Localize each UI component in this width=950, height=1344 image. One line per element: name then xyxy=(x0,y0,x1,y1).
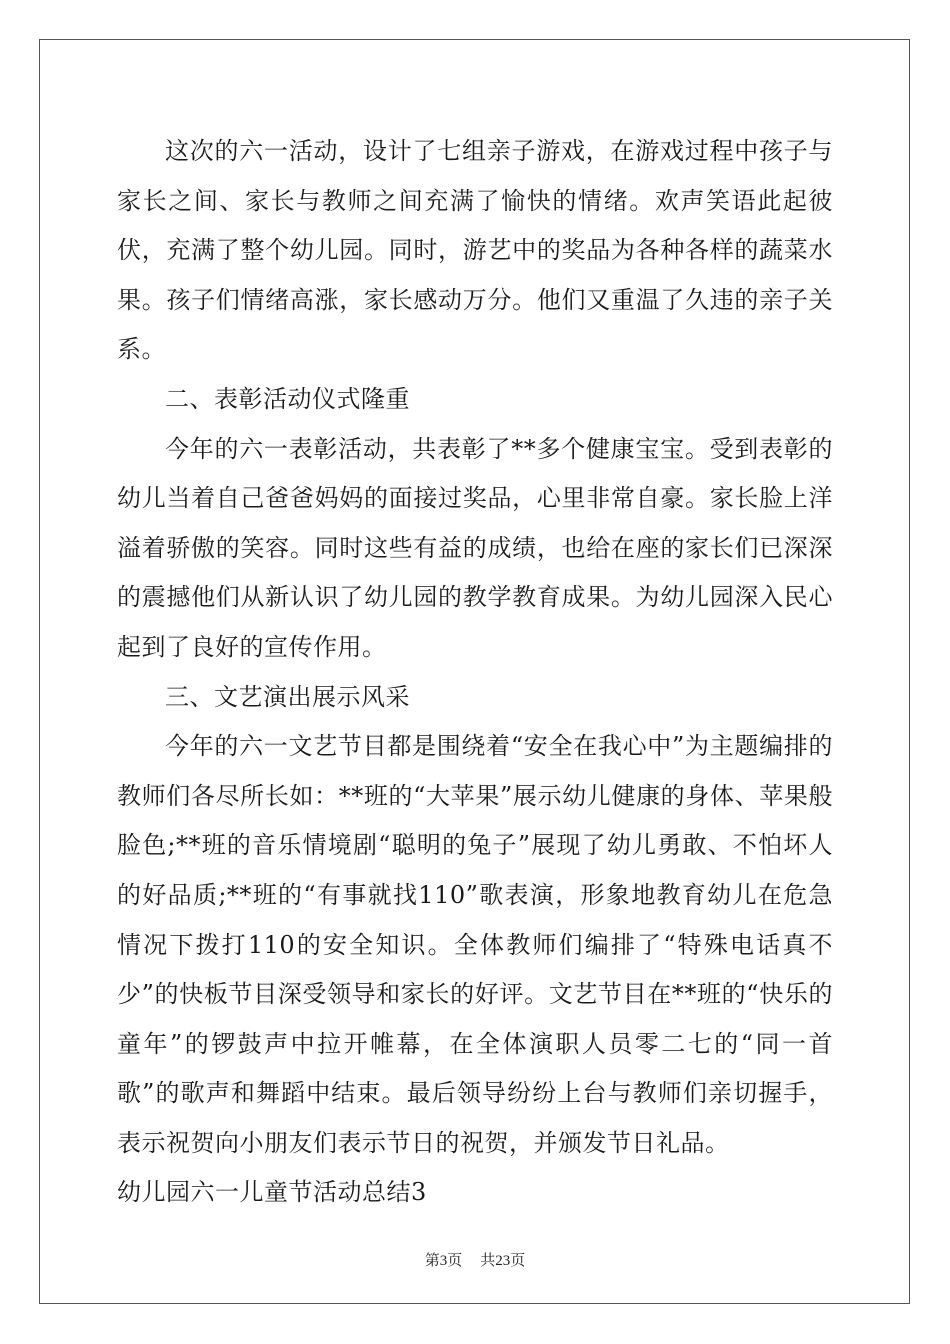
page-number: 第3页 xyxy=(424,1253,463,1269)
section-heading-awards: 二、表彰活动仪式隆重 xyxy=(165,384,410,413)
document-subtitle: 幼儿园六一儿童节活动总结3 xyxy=(117,1178,427,1207)
section-heading-performance: 三、文艺演出展示风采 xyxy=(165,682,410,711)
paragraph-awards: 今年的六一表彰活动，共表彰了**多个健康宝宝。受到表彰的幼儿当着自己爸爸妈妈的面接过奖品，心里非常自豪。家长脸上洋溢着骄傲的笑容。同时这些有益的成绩，也给在座的家长们已深深的震撼他们从新认识了幼儿园的教学教育成果。为幼儿园深入民心起到了良好的宣传作用。 xyxy=(117,434,833,661)
page-footer xyxy=(0,1249,950,1270)
page-total: 共23页 xyxy=(480,1253,526,1269)
paragraph-performance: 今年的六一文艺节目都是围绕着“安全在我心中”为主题编排的教师们各尽所长如：**班的“大苹果”展示幼儿健康的身体、苹果般脸色;**班的音乐情境剧“聪明的兔子”展现了幼儿勇敢、不怕坏人的好品质;**班的“有事就找110”歌表演，形象地教育幼儿在危急情况下拨打110的安全知识。全体教师们编排了“特殊电话真不少”的快板节目深受领导和家长的好评。文艺节目在**班的“快乐的童年”的锣鼓声中拉开帷幕，在全体演职人员零二七的“同一首歌”的歌声和舞蹈中结束。最后领导纷纷上台与教师们亲切握手，表示祝贺向小朋友们表示节日的祝贺，并颁发节日礼品。 xyxy=(117,732,833,1157)
paragraph-parent-child-games: 这次的六一活动，设计了七组亲子游戏，在游戏过程中孩子与家长之间、家长与教师之间充满了愉快的情绪。欢声笑语此起彼伏，充满了整个幼儿园。同时，游艺中的奖品为各种各样的蔬菜水果。孩子们情绪高涨，家长感动万分。他们又重温了久违的亲子关系。 xyxy=(117,137,833,364)
document-body xyxy=(117,127,833,1218)
